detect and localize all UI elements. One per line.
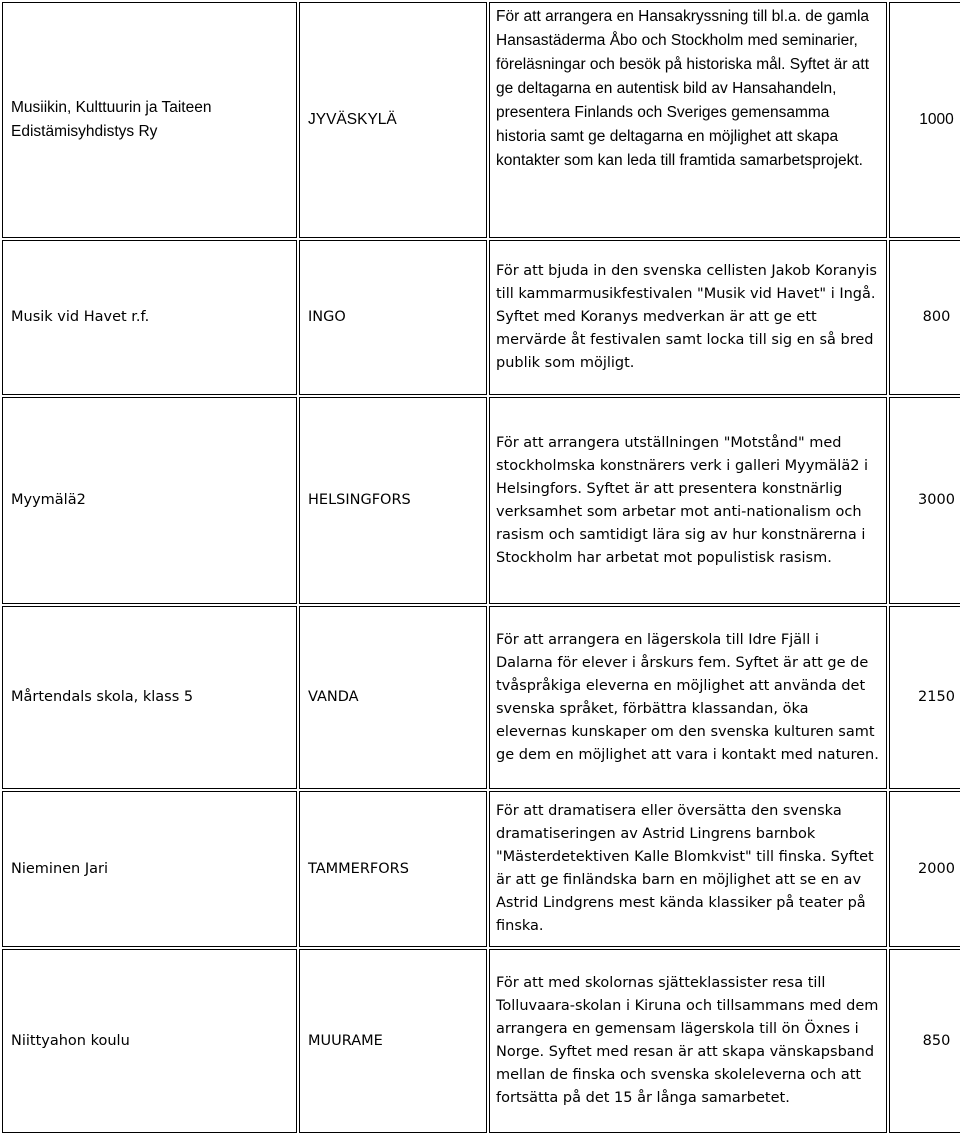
grant-amount: 850: [889, 949, 960, 1133]
grant-description: För att dramatisera eller översätta den svenska dramatiseringen av Astrid Lingrens barnbok "Mästerdetektiven Kalle Blomkvist" till finska. Syftet är att ge finländska barn en möjlighet att se en av Astrid Lindgrens mest kända klassiker på teater på finska.: [489, 791, 887, 947]
recipient-name: Nieminen Jari: [2, 791, 297, 947]
grant-amount: 2000: [889, 791, 960, 947]
table-row: [2, 2, 960, 238]
recipient-city: VANDA: [299, 606, 487, 789]
recipient-name: Myymälä2: [2, 397, 297, 604]
grant-description: För att arrangera en lägerskola till Idre Fjäll i Dalarna för elever i årskurs fem. Syftet är att ge de tvåspråkiga eleverna en möjlighet att använda det svenska språket, förbättra klassandan, öka elevernas kunskaper om den svenska kulturen samt ge dem en möjlighet att vara i kontakt med naturen.: [489, 606, 887, 789]
grant-amount: 800: [889, 240, 960, 395]
table-row: [2, 949, 960, 1133]
grant-description: För att bjuda in den svenska cellisten Jakob Koranyis till kammarmusikfestivalen "Musik vid Havet" i Ingå. Syftet med Koranys medverkan är att ge ett mervärde åt festivalen samt locka till sig en så bred publik som möjligt.: [489, 240, 887, 395]
recipient-city: JYVÄSKYLÄ: [299, 2, 487, 238]
recipient-city: MUURAME: [299, 949, 487, 1133]
grant-amount: 2150: [889, 606, 960, 789]
recipient-city: HELSINGFORS: [299, 397, 487, 604]
table-row: [2, 397, 960, 604]
table-row: [2, 240, 960, 395]
recipient-name: Niittyahon koulu: [2, 949, 297, 1133]
grant-amount: 1000: [889, 2, 960, 238]
recipient-city: INGO: [299, 240, 487, 395]
grant-description: För att med skolornas sjätteklassister resa till Tolluvaara-skolan i Kiruna och tillsammans med dem arrangera en gemensam lägerskola till ön Öxnes i Norge. Syftet med resan är att skapa vänskapsband mellan de finska och svenska skoleleverna och att fortsätta på det 15 år långa samarbetet.: [489, 949, 887, 1133]
recipient-name: Musiikin, Kulttuurin ja Taiteen Edistämisyhdistys Ry: [2, 2, 297, 238]
grant-description: För att arrangera en Hansakryssning till bl.a. de gamla Hansastäderma Åbo och Stockholm med seminarier, föreläsningar och besök på historiska mål. Syftet är att ge deltagarna en autentisk bild av Hansahandeln, presentera Finlands och Sveriges gemensamma historia samt ge deltagarna en möjlighet att skapa kontakter som kan leda till framtida samarbetsprojekt.: [489, 2, 887, 238]
recipient-city: TAMMERFORS: [299, 791, 487, 947]
recipient-name: Mårtendals skola, klass 5: [2, 606, 297, 789]
grant-description: För att arrangera utställningen "Motstånd" med stockholmska konstnärers verk i galleri Myymälä2 i Helsingfors. Syftet är att presentera konstnärlig verksamhet som arbetar mot anti-nationalism och rasism och samtidigt lära sig av hur konstnärerna i Stockholm har arbetat mot populistisk rasism.: [489, 397, 887, 604]
table-row: [2, 791, 960, 947]
table-row: [2, 606, 960, 789]
grant-amount: 3000: [889, 397, 960, 604]
recipient-name: Musik vid Havet r.f.: [2, 240, 297, 395]
